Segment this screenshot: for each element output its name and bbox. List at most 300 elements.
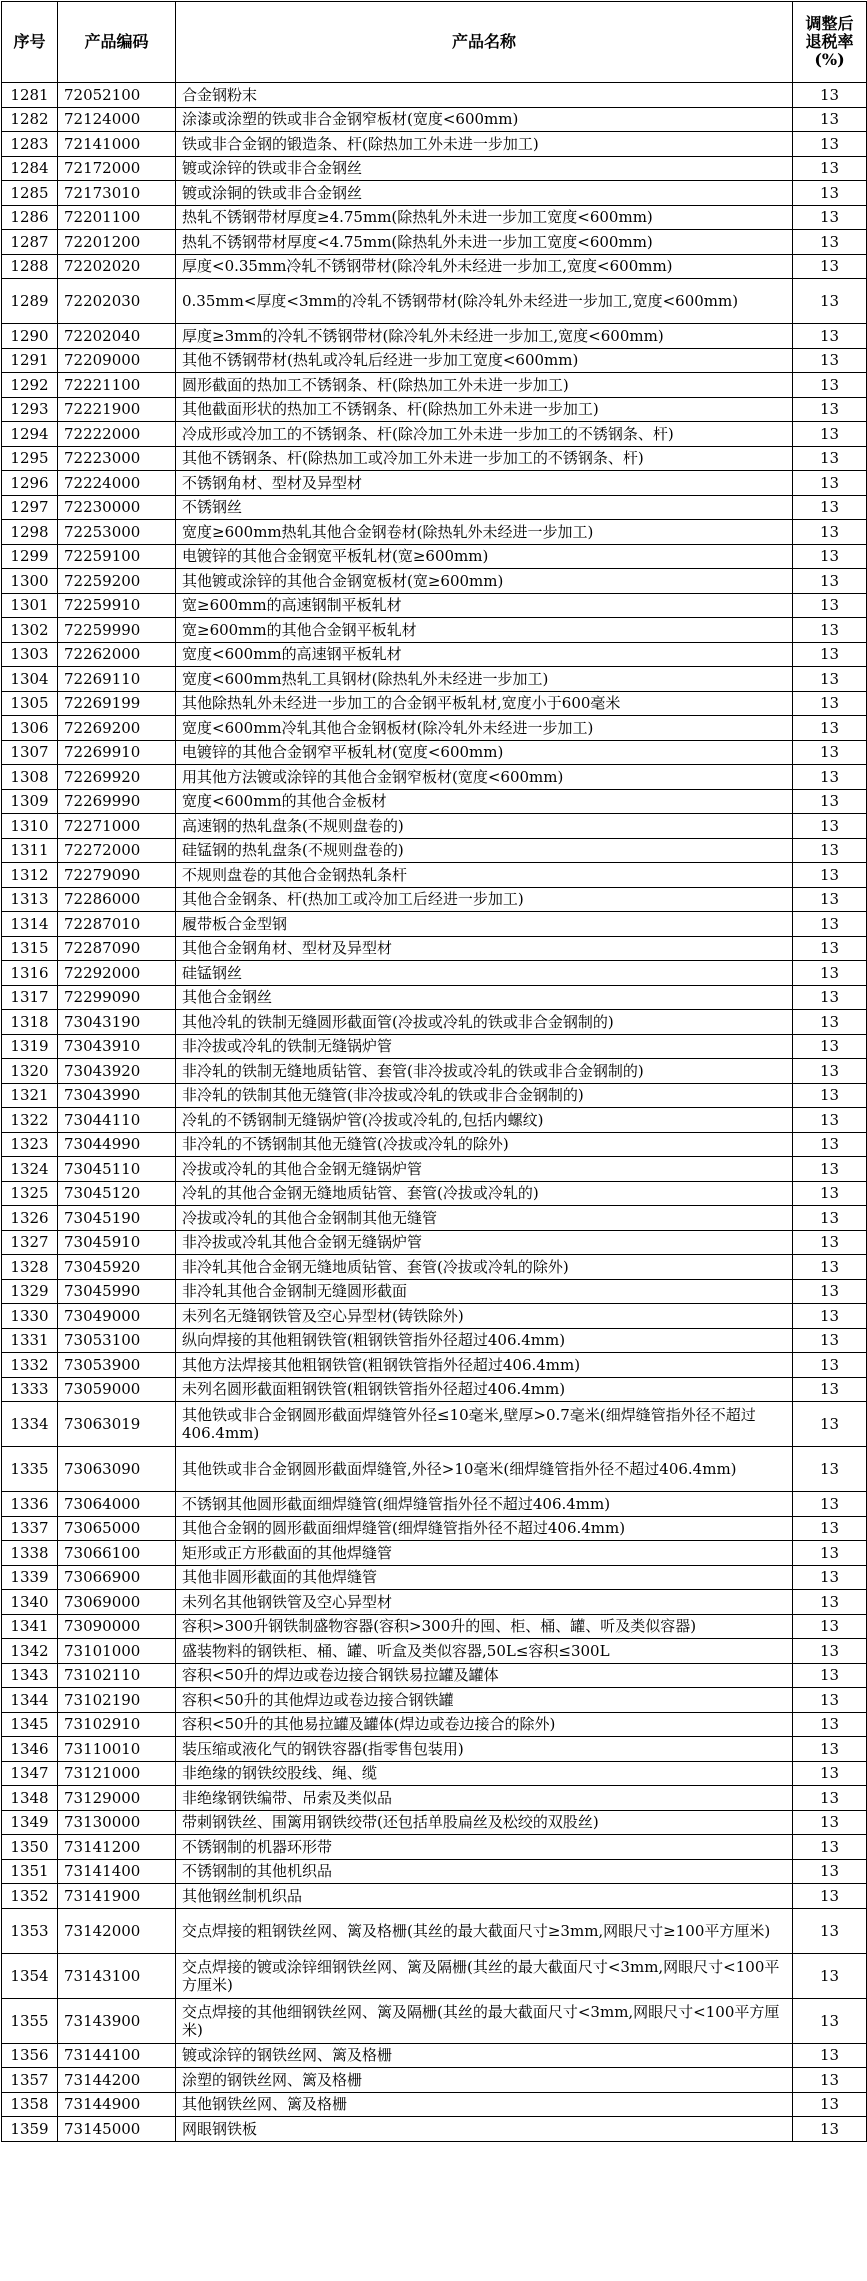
cell-seq: 1342: [2, 1639, 58, 1664]
cell-code: 73053900: [58, 1353, 176, 1378]
cell-code: 72269920: [58, 765, 176, 790]
cell-rate: 13: [793, 1712, 867, 1737]
cell-name: 其他合金钢丝: [176, 985, 793, 1010]
cell-code: 72141000: [58, 132, 176, 157]
cell-code: 72230000: [58, 495, 176, 520]
header-name: 产品名称: [176, 2, 793, 83]
cell-code: 72299090: [58, 985, 176, 1010]
cell-name: 非冷拔或冷轧的铁制无缝锅炉管: [176, 1034, 793, 1059]
cell-rate: 13: [793, 1688, 867, 1713]
cell-name: 其他镀或涂锌的其他合金钢宽板材(宽≥600mm): [176, 569, 793, 594]
cell-rate: 13: [793, 912, 867, 937]
cell-name: 合金钢粉末: [176, 83, 793, 108]
cell-code: 72269199: [58, 691, 176, 716]
table-row: [2, 1402, 867, 1447]
cell-rate: 13: [793, 83, 867, 108]
cell-seq: 1359: [2, 2117, 58, 2142]
cell-rate: 13: [793, 765, 867, 790]
table-row: [2, 544, 867, 569]
cell-code: 73141200: [58, 1835, 176, 1860]
table-row: [2, 1492, 867, 1517]
cell-rate: 13: [793, 1835, 867, 1860]
table-row: [2, 2068, 867, 2093]
cell-name: 其他合金钢条、杆(热加工或冷加工后经进一步加工): [176, 887, 793, 912]
cell-seq: 1289: [2, 279, 58, 324]
cell-code: 72209000: [58, 348, 176, 373]
table-row: [2, 1541, 867, 1566]
cell-rate: 13: [793, 740, 867, 765]
cell-name: 其他非圆形截面的其他焊缝管: [176, 1565, 793, 1590]
cell-code: 73045920: [58, 1255, 176, 1280]
cell-rate: 13: [793, 279, 867, 324]
cell-name: 履带板合金型钢: [176, 912, 793, 937]
cell-seq: 1335: [2, 1447, 58, 1492]
cell-rate: 13: [793, 132, 867, 157]
cell-seq: 1357: [2, 2068, 58, 2093]
cell-rate: 13: [793, 205, 867, 230]
cell-code: 72269990: [58, 789, 176, 814]
cell-rate: 13: [793, 1255, 867, 1280]
cell-code: 73043990: [58, 1083, 176, 1108]
cell-seq: 1348: [2, 1786, 58, 1811]
cell-code: 73102190: [58, 1688, 176, 1713]
cell-code: 73141400: [58, 1859, 176, 1884]
cell-code: 73143900: [58, 1998, 176, 2043]
cell-code: 73144100: [58, 2043, 176, 2068]
cell-code: 73045990: [58, 1279, 176, 1304]
cell-rate: 13: [793, 716, 867, 741]
header-rate: [793, 2, 867, 83]
tax-rebate-table: [1, 1, 867, 2142]
cell-name: 热轧不锈钢带材厚度<4.75mm(除热轧外未进一步加工宽度<600mm): [176, 230, 793, 255]
cell-rate: 13: [793, 618, 867, 643]
cell-code: 73043190: [58, 1010, 176, 1035]
cell-code: 73130000: [58, 1810, 176, 1835]
cell-code: 72272000: [58, 838, 176, 863]
cell-seq: 1328: [2, 1255, 58, 1280]
cell-seq: 1343: [2, 1663, 58, 1688]
table-row: [2, 1059, 867, 1084]
header-rate-line2: 退税率: [805, 32, 854, 51]
cell-rate: 13: [793, 1590, 867, 1615]
cell-name: 其他合金钢的圆形截面细焊缝管(细焊缝管指外径不超过406.4mm): [176, 1516, 793, 1541]
cell-code: 73043910: [58, 1034, 176, 1059]
cell-rate: 13: [793, 1908, 867, 1953]
cell-rate: 13: [793, 1786, 867, 1811]
cell-code: 73129000: [58, 1786, 176, 1811]
cell-code: 72221900: [58, 397, 176, 422]
cell-rate: 13: [793, 495, 867, 520]
cell-name: 铁或非合金钢的锻造条、杆(除热加工外未进一步加工): [176, 132, 793, 157]
cell-seq: 1288: [2, 254, 58, 279]
table-row: [2, 618, 867, 643]
table-row: [2, 863, 867, 888]
cell-seq: 1316: [2, 961, 58, 986]
cell-seq: 1315: [2, 936, 58, 961]
cell-seq: 1297: [2, 495, 58, 520]
cell-name: 镀或涂锌的钢铁丝网、篱及格栅: [176, 2043, 793, 2068]
cell-name: 冷拔或冷轧的其他合金钢无缝锅炉管: [176, 1157, 793, 1182]
table-row: [2, 1998, 867, 2043]
cell-code: 72202040: [58, 324, 176, 349]
cell-rate: 13: [793, 181, 867, 206]
cell-rate: 13: [793, 230, 867, 255]
cell-rate: 13: [793, 1083, 867, 1108]
cell-seq: 1307: [2, 740, 58, 765]
cell-name: 0.35mm<厚度<3mm的冷轧不锈钢带材(除冷轧外未经进一步加工,宽度<600mm): [176, 279, 793, 324]
cell-name: 硅锰钢的热轧盘条(不规则盘卷的): [176, 838, 793, 863]
cell-code: 73142000: [58, 1908, 176, 1953]
cell-code: 72286000: [58, 887, 176, 912]
table-row: [2, 1688, 867, 1713]
cell-seq: 1298: [2, 520, 58, 545]
cell-rate: 13: [793, 667, 867, 692]
table-row: [2, 789, 867, 814]
cell-seq: 1332: [2, 1353, 58, 1378]
cell-name: 非冷拔或冷轧其他合金钢无缝锅炉管: [176, 1230, 793, 1255]
cell-code: 73144200: [58, 2068, 176, 2093]
cell-code: 73102910: [58, 1712, 176, 1737]
table-row: [2, 107, 867, 132]
cell-rate: 13: [793, 1492, 867, 1517]
table-row: [2, 814, 867, 839]
cell-rate: 13: [793, 1884, 867, 1909]
table-row: [2, 1565, 867, 1590]
table-row: [2, 642, 867, 667]
table-row: [2, 348, 867, 373]
cell-rate: 13: [793, 348, 867, 373]
cell-code: 72262000: [58, 642, 176, 667]
table-row: [2, 1712, 867, 1737]
table-row: [2, 83, 867, 108]
cell-name: 宽度≥600mm热轧其他合金钢卷材(除热轧外未经进一步加工): [176, 520, 793, 545]
cell-seq: 1333: [2, 1377, 58, 1402]
cell-name: 不锈钢制的机器环形带: [176, 1835, 793, 1860]
cell-rate: 13: [793, 1157, 867, 1182]
table-row: [2, 1279, 867, 1304]
cell-code: 73101000: [58, 1639, 176, 1664]
cell-rate: 13: [793, 569, 867, 594]
cell-name: 容积<50升的其他易拉罐及罐体(焊边或卷边接合的除外): [176, 1712, 793, 1737]
cell-code: 72269110: [58, 667, 176, 692]
table-row: [2, 1786, 867, 1811]
cell-code: 72201200: [58, 230, 176, 255]
cell-code: 72259990: [58, 618, 176, 643]
cell-rate: 13: [793, 1353, 867, 1378]
cell-name: 交点焊接的其他细钢铁丝网、篱及隔栅(其丝的最大截面尺寸<3mm,网眼尺寸<100平方厘米): [176, 1998, 793, 2043]
cell-rate: 13: [793, 887, 867, 912]
cell-code: 72202020: [58, 254, 176, 279]
cell-seq: 1354: [2, 1953, 58, 1998]
table-row: [2, 912, 867, 937]
cell-rate: 13: [793, 863, 867, 888]
cell-seq: 1306: [2, 716, 58, 741]
header-rate-line3: (%): [814, 50, 845, 69]
cell-seq: 1305: [2, 691, 58, 716]
table-row: [2, 1953, 867, 1998]
cell-name: 热轧不锈钢带材厚度≥4.75mm(除热轧外未进一步加工宽度<600mm): [176, 205, 793, 230]
cell-code: 72223000: [58, 446, 176, 471]
cell-rate: 13: [793, 814, 867, 839]
cell-code: 73144900: [58, 2092, 176, 2117]
cell-seq: 1301: [2, 593, 58, 618]
cell-seq: 1356: [2, 2043, 58, 2068]
cell-seq: 1286: [2, 205, 58, 230]
header-rate-line1: 调整后: [805, 14, 854, 33]
cell-name: 宽度<600mm的其他合金板材: [176, 789, 793, 814]
table-row: [2, 1908, 867, 1953]
cell-rate: 13: [793, 1639, 867, 1664]
cell-name: 其他铁或非合金钢圆形截面焊缝管外径≤10毫米,壁厚>0.7毫米(细焊缝管指外径不超过406.4mm): [176, 1402, 793, 1447]
cell-rate: 13: [793, 446, 867, 471]
cell-code: 73110010: [58, 1737, 176, 1762]
cell-rate: 13: [793, 324, 867, 349]
table-row: [2, 520, 867, 545]
cell-name: 交点焊接的粗钢铁丝网、篱及格栅(其丝的最大截面尺寸≥3mm,网眼尺寸≥100平方厘米): [176, 1908, 793, 1953]
cell-code: 73049000: [58, 1304, 176, 1329]
cell-code: 73066900: [58, 1565, 176, 1590]
table-row: [2, 2043, 867, 2068]
table-row: [2, 1157, 867, 1182]
cell-name: 其他钢丝制机织品: [176, 1884, 793, 1909]
cell-name: 冷轧的其他合金钢无缝地质钻管、套管(冷拔或冷轧的): [176, 1181, 793, 1206]
cell-code: 73059000: [58, 1377, 176, 1402]
cell-code: 73066100: [58, 1541, 176, 1566]
table-row: [2, 740, 867, 765]
table-row: [2, 1590, 867, 1615]
cell-seq: 1300: [2, 569, 58, 594]
cell-name: 用其他方法镀或涂锌的其他合金钢窄板材(宽度<600mm): [176, 765, 793, 790]
cell-rate: 13: [793, 107, 867, 132]
cell-name: 不锈钢其他圆形截面细焊缝管(细焊缝管指外径不超过406.4mm): [176, 1492, 793, 1517]
cell-code: 73145000: [58, 2117, 176, 2142]
cell-name: 非冷轧的不锈钢制其他无缝管(冷拔或冷轧的除外): [176, 1132, 793, 1157]
table-row: [2, 1663, 867, 1688]
cell-rate: 13: [793, 789, 867, 814]
table-row: [2, 1206, 867, 1231]
table-row: [2, 422, 867, 447]
cell-name: 装压缩或液化气的钢铁容器(指零售包装用): [176, 1737, 793, 1762]
cell-rate: 13: [793, 961, 867, 986]
cell-seq: 1340: [2, 1590, 58, 1615]
cell-rate: 13: [793, 1998, 867, 2043]
cell-seq: 1322: [2, 1108, 58, 1133]
cell-rate: 13: [793, 1059, 867, 1084]
cell-name: 镀或涂铜的铁或非合金钢丝: [176, 181, 793, 206]
cell-code: 72259200: [58, 569, 176, 594]
cell-code: 72253000: [58, 520, 176, 545]
cell-seq: 1285: [2, 181, 58, 206]
cell-seq: 1341: [2, 1614, 58, 1639]
cell-code: 72222000: [58, 422, 176, 447]
cell-seq: 1284: [2, 156, 58, 181]
cell-name: 未列名其他钢铁管及空心异型材: [176, 1590, 793, 1615]
cell-rate: 13: [793, 985, 867, 1010]
cell-code: 73069000: [58, 1590, 176, 1615]
cell-rate: 13: [793, 471, 867, 496]
cell-seq: 1345: [2, 1712, 58, 1737]
cell-name: 其他除热轧外未经进一步加工的合金钢平板轧材,宽度小于600毫米: [176, 691, 793, 716]
cell-name: 电镀锌的其他合金钢宽平板轧材(宽≥600mm): [176, 544, 793, 569]
cell-rate: 13: [793, 422, 867, 447]
table-row: [2, 1859, 867, 1884]
cell-code: 72269200: [58, 716, 176, 741]
cell-name: 矩形或正方形截面的其他焊缝管: [176, 1541, 793, 1566]
cell-rate: 13: [793, 1737, 867, 1762]
cell-seq: 1352: [2, 1884, 58, 1909]
cell-name: 宽度<600mm的高速钢平板轧材: [176, 642, 793, 667]
cell-name: 冷成形或冷加工的不锈钢条、杆(除冷加工外未进一步加工的不锈钢条、杆): [176, 422, 793, 447]
cell-rate: 13: [793, 1377, 867, 1402]
cell-seq: 1292: [2, 373, 58, 398]
cell-name: 纵向焊接的其他粗钢铁管(粗钢铁管指外径超过406.4mm): [176, 1328, 793, 1353]
cell-seq: 1321: [2, 1083, 58, 1108]
table-row: [2, 2092, 867, 2117]
cell-name: 冷拔或冷轧的其他合金钢制其他无缝管: [176, 1206, 793, 1231]
cell-code: 72292000: [58, 961, 176, 986]
cell-rate: 13: [793, 1859, 867, 1884]
cell-seq: 1314: [2, 912, 58, 937]
cell-rate: 13: [793, 1108, 867, 1133]
cell-seq: 1303: [2, 642, 58, 667]
cell-rate: 13: [793, 1181, 867, 1206]
cell-name: 带刺钢铁丝、围篱用钢铁绞带(还包括单股扁丝及松绞的双股丝): [176, 1810, 793, 1835]
header-seq: 序号: [2, 2, 58, 83]
table-row: [2, 2117, 867, 2142]
cell-rate: 13: [793, 544, 867, 569]
cell-seq: 1318: [2, 1010, 58, 1035]
table-row: [2, 961, 867, 986]
table-row: [2, 1516, 867, 1541]
cell-name: 其他截面形状的热加工不锈钢条、杆(除热加工外未进一步加工): [176, 397, 793, 422]
table-row: [2, 1132, 867, 1157]
cell-seq: 1319: [2, 1034, 58, 1059]
cell-name: 容积>300升钢铁制盛物容器(容积>300升的囤、柜、桶、罐、听及类似容器): [176, 1614, 793, 1639]
table-row: [2, 397, 867, 422]
cell-seq: 1304: [2, 667, 58, 692]
table-row: [2, 936, 867, 961]
cell-code: 72259910: [58, 593, 176, 618]
cell-code: 73141900: [58, 1884, 176, 1909]
table-row: [2, 1639, 867, 1664]
cell-name: 非绝缘钢铁编带、吊索及类似品: [176, 1786, 793, 1811]
cell-seq: 1349: [2, 1810, 58, 1835]
cell-rate: 13: [793, 254, 867, 279]
cell-code: 73053100: [58, 1328, 176, 1353]
cell-seq: 1291: [2, 348, 58, 373]
cell-code: 72172000: [58, 156, 176, 181]
cell-name: 高速钢的热轧盘条(不规则盘卷的): [176, 814, 793, 839]
cell-code: 72269910: [58, 740, 176, 765]
table-row: [2, 716, 867, 741]
cell-code: 72279090: [58, 863, 176, 888]
cell-rate: 13: [793, 1516, 867, 1541]
cell-code: 73043920: [58, 1059, 176, 1084]
cell-seq: 1290: [2, 324, 58, 349]
cell-seq: 1313: [2, 887, 58, 912]
table-row: [2, 471, 867, 496]
table-row: [2, 593, 867, 618]
cell-code: 73102110: [58, 1663, 176, 1688]
cell-name: 宽度<600mm热轧工具钢材(除热轧外未经进一步加工): [176, 667, 793, 692]
cell-seq: 1287: [2, 230, 58, 255]
cell-seq: 1320: [2, 1059, 58, 1084]
cell-code: 72201100: [58, 205, 176, 230]
table-header-row: [2, 2, 867, 83]
cell-rate: 13: [793, 642, 867, 667]
table-row: [2, 373, 867, 398]
cell-seq: 1329: [2, 1279, 58, 1304]
cell-seq: 1283: [2, 132, 58, 157]
cell-name: 圆形截面的热加工不锈钢条、杆(除热加工外未进一步加工): [176, 373, 793, 398]
cell-rate: 13: [793, 520, 867, 545]
cell-rate: 13: [793, 2092, 867, 2117]
table-row: [2, 1737, 867, 1762]
cell-name: 镀或涂锌的铁或非合金钢丝: [176, 156, 793, 181]
cell-code: 72271000: [58, 814, 176, 839]
cell-seq: 1355: [2, 1998, 58, 2043]
table-row: [2, 765, 867, 790]
cell-name: 网眼钢铁板: [176, 2117, 793, 2142]
cell-name: 其他合金钢角材、型材及异型材: [176, 936, 793, 961]
cell-seq: 1302: [2, 618, 58, 643]
cell-name: 不规则盘卷的其他合金钢热轧条杆: [176, 863, 793, 888]
cell-seq: 1351: [2, 1859, 58, 1884]
table-row: [2, 1181, 867, 1206]
cell-seq: 1323: [2, 1132, 58, 1157]
cell-name: 宽≥600mm的高速钢制平板轧材: [176, 593, 793, 618]
cell-name: 容积<50升的焊边或卷边接合钢铁易拉罐及罐体: [176, 1663, 793, 1688]
cell-code: 73044990: [58, 1132, 176, 1157]
table-row: [2, 1884, 867, 1909]
cell-name: 非绝缘的钢铁绞股线、绳、缆: [176, 1761, 793, 1786]
cell-rate: 13: [793, 1761, 867, 1786]
table-row: [2, 1353, 867, 1378]
cell-rate: 13: [793, 1447, 867, 1492]
cell-name: 非冷轧的铁制无缝地质钻管、套管(非冷拔或冷轧的铁或非合金钢制的): [176, 1059, 793, 1084]
cell-code: 73143100: [58, 1953, 176, 1998]
table-row: [2, 1761, 867, 1786]
table-row: [2, 279, 867, 324]
cell-seq: 1326: [2, 1206, 58, 1231]
cell-name: 涂漆或涂塑的铁或非合金钢窄板材(宽度<600mm): [176, 107, 793, 132]
cell-code: 73121000: [58, 1761, 176, 1786]
cell-name: 其他不锈钢条、杆(除热加工或冷加工外未进一步加工的不锈钢条、杆): [176, 446, 793, 471]
cell-rate: 13: [793, 1328, 867, 1353]
cell-seq: 1334: [2, 1402, 58, 1447]
cell-name: 不锈钢丝: [176, 495, 793, 520]
table-row: [2, 691, 867, 716]
cell-seq: 1293: [2, 397, 58, 422]
cell-seq: 1324: [2, 1157, 58, 1182]
cell-seq: 1347: [2, 1761, 58, 1786]
table-row: [2, 1614, 867, 1639]
cell-rate: 13: [793, 1810, 867, 1835]
cell-rate: 13: [793, 936, 867, 961]
cell-seq: 1330: [2, 1304, 58, 1329]
table-row: [2, 1810, 867, 1835]
table-row: [2, 324, 867, 349]
cell-name: 不锈钢角材、型材及异型材: [176, 471, 793, 496]
table-row: [2, 569, 867, 594]
cell-name: 未列名无缝钢铁管及空心异型材(铸铁除外): [176, 1304, 793, 1329]
table-row: [2, 1255, 867, 1280]
cell-rate: 13: [793, 1206, 867, 1231]
table-row: [2, 1108, 867, 1133]
cell-seq: 1308: [2, 765, 58, 790]
cell-seq: 1317: [2, 985, 58, 1010]
cell-name: 硅锰钢丝: [176, 961, 793, 986]
